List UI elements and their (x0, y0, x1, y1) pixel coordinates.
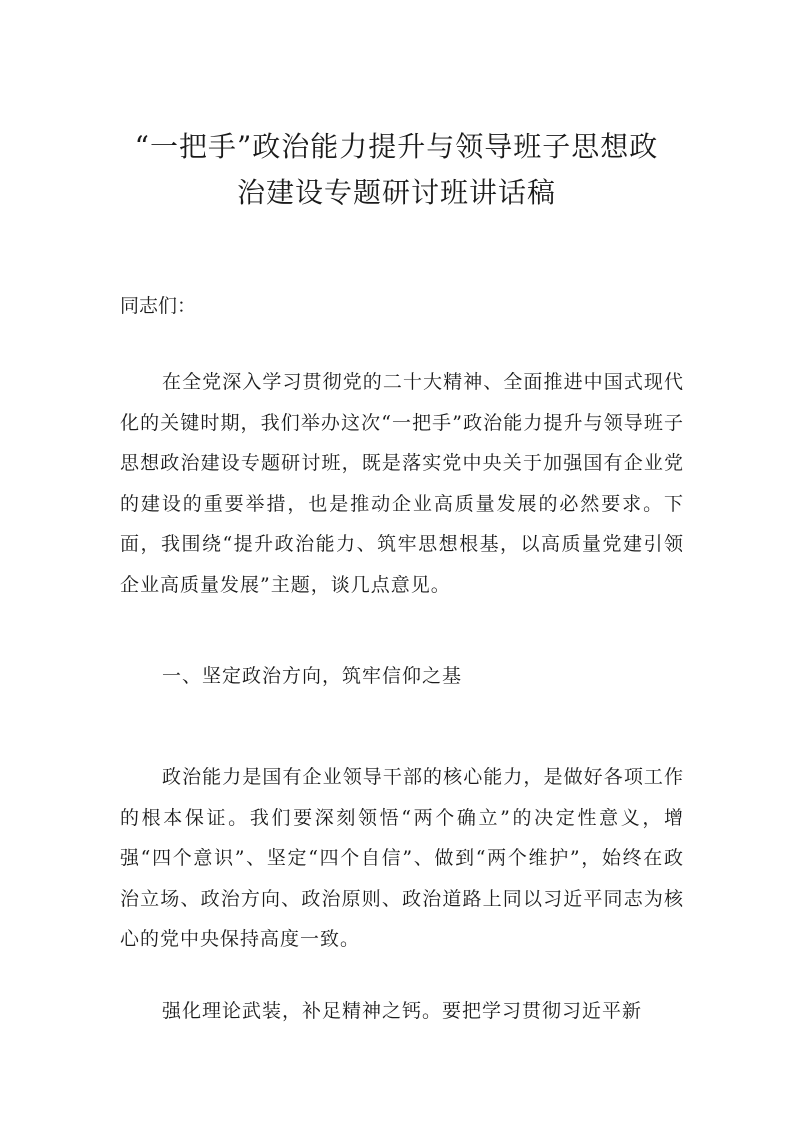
paragraph-political-ability: 政治能力是国有企业领导干部的核心能力，是做好各项工作的根本保证。我们要深刻领悟“两个确立”的决定性意义，增强“四个意识”、坚定“四个自信”、做到“两个维护”，始终在政治立场、政治方向、政治原则、政治道路上同以习近平同志为核心的党中央保持高度一致。 (120, 766, 684, 950)
salutation: 同志们： (120, 295, 197, 317)
document-title-line-1: “一把手”政治能力提升与领导班子思想政 (134, 130, 659, 163)
paragraph-intro: 在全党深入学习贯彻党的二十大精神、全面推进中国式现代化的关键时期，我们举办这次“一把手”政治能力提升与领导班子思想政治建设专题研讨班，既是落实党中央关于加强国有企业党的建设的重要举措，也是推动企业高质量发展的必然要求。下面，我围绕“提升政治能力、筑牢思想根基，以高质量党建引领企业高质量发展”主题，谈几点意见。 (120, 371, 684, 596)
document-title-line-2: 治建设专题研讨班讲话稿 (236, 176, 556, 209)
paragraph-theory-study: 强化理论武装，补足精神之钙。要把学习贯彻习近平新 (162, 1000, 643, 1022)
section-heading-1: 一、坚定政治方向，筑牢信仰之基 (162, 665, 463, 687)
